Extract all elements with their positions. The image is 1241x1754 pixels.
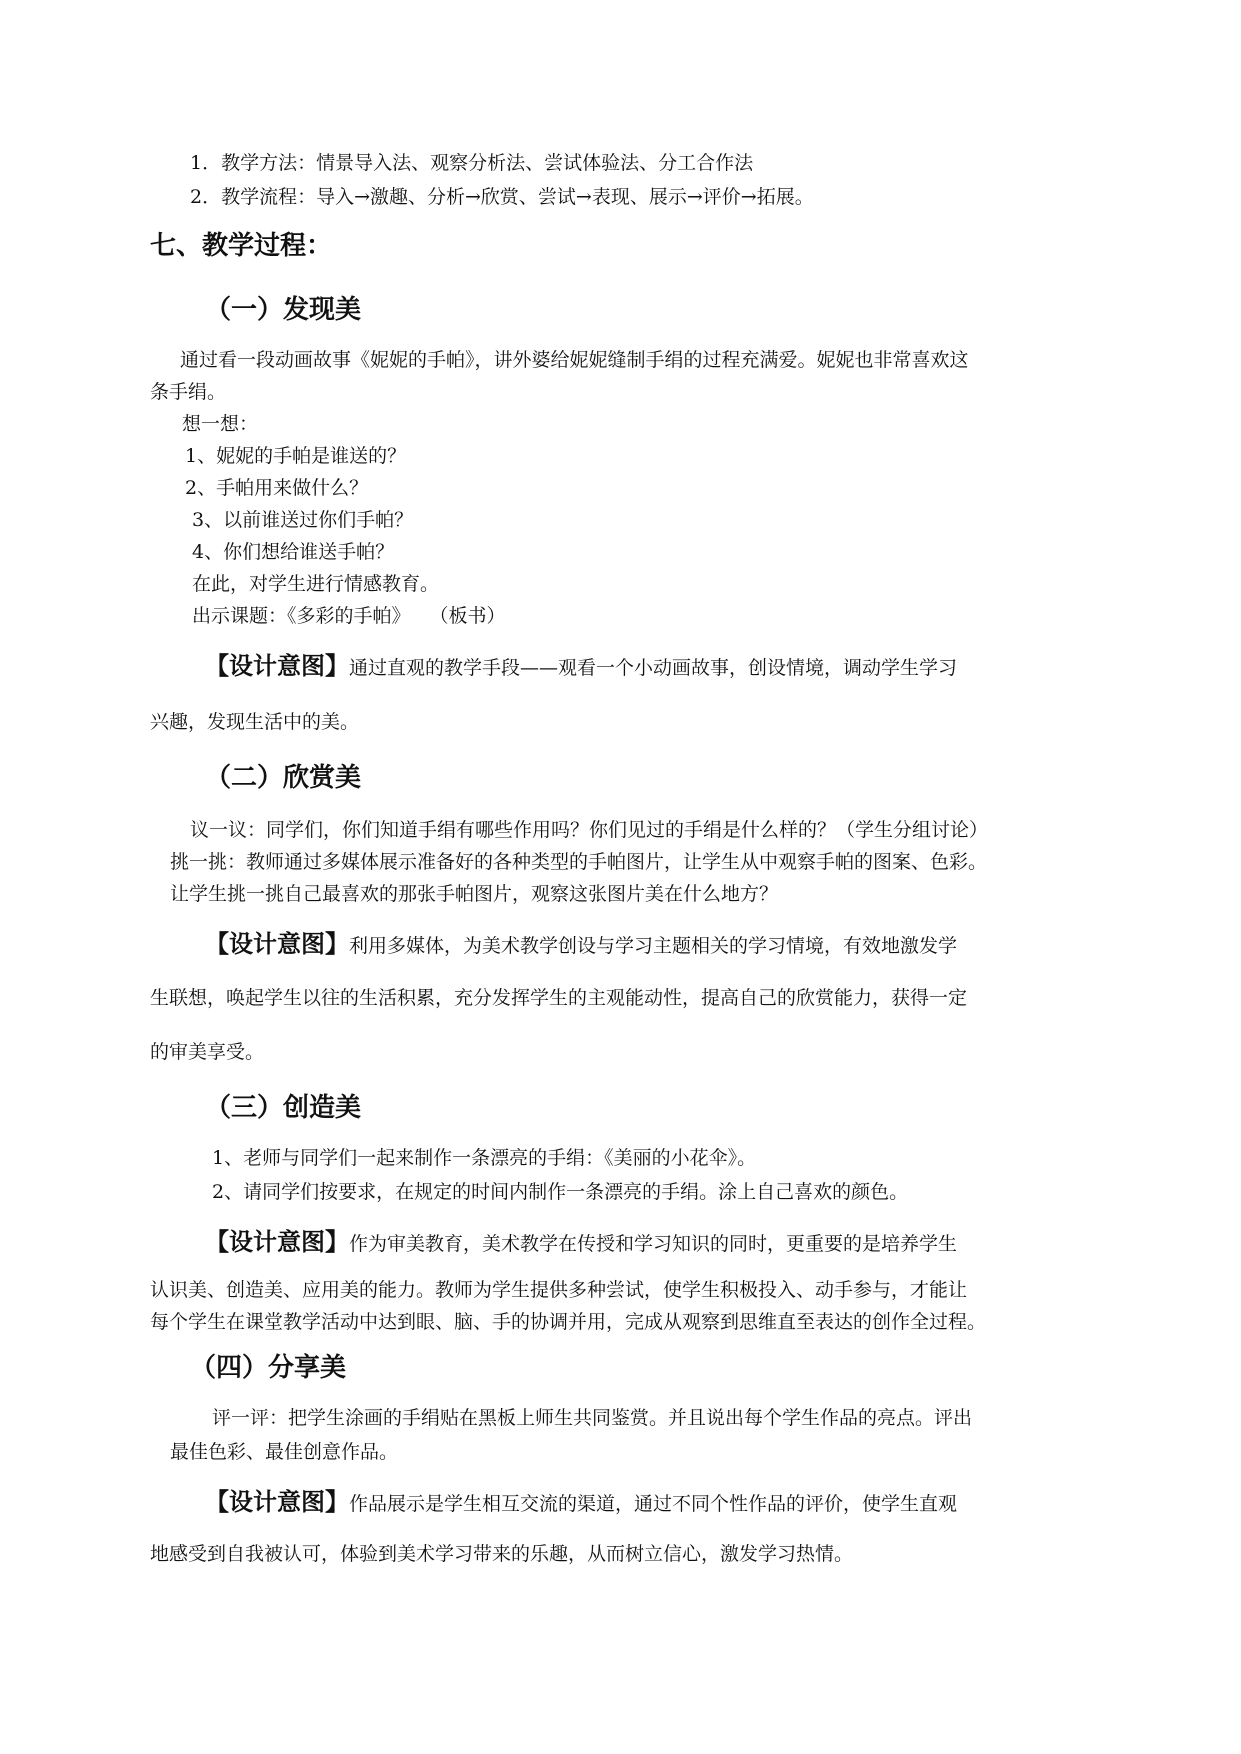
design-intent — [205, 930, 957, 960]
paragraph-line: 议一议：同学们，你们知道手绢有哪些作用吗？你们见过的手绢是什么样的？（学生分组讨论） — [190, 819, 989, 841]
design-intent-text: 利用多媒体，为美术教学创设与学习主题相关的学习情境，有效地激发学 — [349, 935, 958, 957]
topic-line: 出示课题：《多彩的手帕》 （板书） — [192, 605, 506, 627]
think-label: 想一想： — [182, 413, 259, 435]
design-intent — [205, 652, 957, 682]
section-title: 七、教学过程： — [150, 231, 333, 261]
part4-heading: （四）分享美 — [190, 1353, 347, 1383]
part1-heading: （一）发现美 — [205, 295, 362, 325]
design-intent-text: 每个学生在课堂教学活动中达到眼、脑、手的协调并用，完成从观察到思维直至表达的创作全过程。 — [150, 1311, 987, 1333]
design-intent-text: 生联想，唤起学生以往的生活积累，充分发挥学生的主观能动性，提高自己的欣赏能力，获得一定 — [150, 987, 968, 1009]
paragraph-line: 通过看一段动画故事《妮妮的手帕》，讲外婆给妮妮缝制手绢的过程充满爱。妮妮也非常喜欢这 — [180, 349, 969, 371]
design-intent-text: 作为审美教育，美术教学在传授和学习知识的同时，更重要的是培养学生 — [349, 1233, 958, 1255]
paragraph-line: 评一评：把学生涂画的手绢贴在黑板上师生共同鉴赏。并且说出每个学生作品的亮点。评出 — [212, 1407, 973, 1429]
part3-heading: （三）创造美 — [205, 1093, 362, 1123]
design-intent-text: 兴趣，发现生活中的美。 — [150, 711, 360, 733]
create-item: 2、请同学们按要求，在规定的时间内制作一条漂亮的手绢。涂上自己喜欢的颜色。 — [212, 1181, 909, 1203]
design-intent-text: 作品展示是学生相互交流的渠道，通过不同个性作品的评价，使学生直观 — [349, 1493, 958, 1515]
design-intent — [205, 1488, 957, 1518]
design-intent-text: 的审美享受。 — [150, 1041, 265, 1063]
design-intent-label: 【设计意图】 — [205, 1488, 349, 1516]
design-intent-text: 通过直观的教学手段——观看一个小动画故事，创设情境，调动学生学习 — [349, 657, 958, 679]
design-intent-label: 【设计意图】 — [205, 930, 349, 958]
method-item: 2．教学流程：导入→激趣、分析→欣赏、尝试→表现、展示→评价→拓展。 — [190, 186, 814, 208]
paragraph-line: 最佳色彩、最佳创意作品。 — [170, 1441, 399, 1463]
paragraph-line: 让学生挑一挑自己最喜欢的那张手帕图片，观察这张图片美在什么地方？ — [170, 883, 779, 905]
paragraph-line: 挑一挑：教师通过多媒体展示准备好的各种类型的手帕图片，让学生从中观察手帕的图案、色彩。 — [170, 851, 988, 873]
method-item: 1．教学方法：情景导入法、观察分析法、尝试体验法、分工合作法 — [190, 152, 754, 174]
question-item: 2、手帕用来做什么？ — [185, 477, 369, 499]
create-item: 1、老师与同学们一起来制作一条漂亮的手绢：《美丽的小花伞》。 — [212, 1147, 757, 1169]
question-item: 4、你们想给谁送手帕？ — [192, 541, 395, 563]
design-intent — [205, 1228, 957, 1258]
design-intent-text: 认识美、创造美、应用美的能力。教师为学生提供多种尝试，使学生积极投入、动手参与，才能让 — [150, 1279, 968, 1301]
design-intent-label: 【设计意图】 — [205, 652, 349, 680]
question-item: 1、妮妮的手帕是谁送的？ — [185, 445, 407, 467]
design-intent-label: 【设计意图】 — [205, 1228, 349, 1256]
paragraph-line: 条手绢。 — [150, 381, 227, 403]
design-intent-text: 地感受到自我被认可，体验到美术学习带来的乐趣，从而树立信心，激发学习热情。 — [150, 1543, 854, 1565]
part2-heading: （二）欣赏美 — [205, 763, 362, 793]
paragraph-line: 在此，对学生进行情感教育。 — [192, 573, 440, 595]
question-item: 3、以前谁送过你们手帕？ — [192, 509, 414, 531]
